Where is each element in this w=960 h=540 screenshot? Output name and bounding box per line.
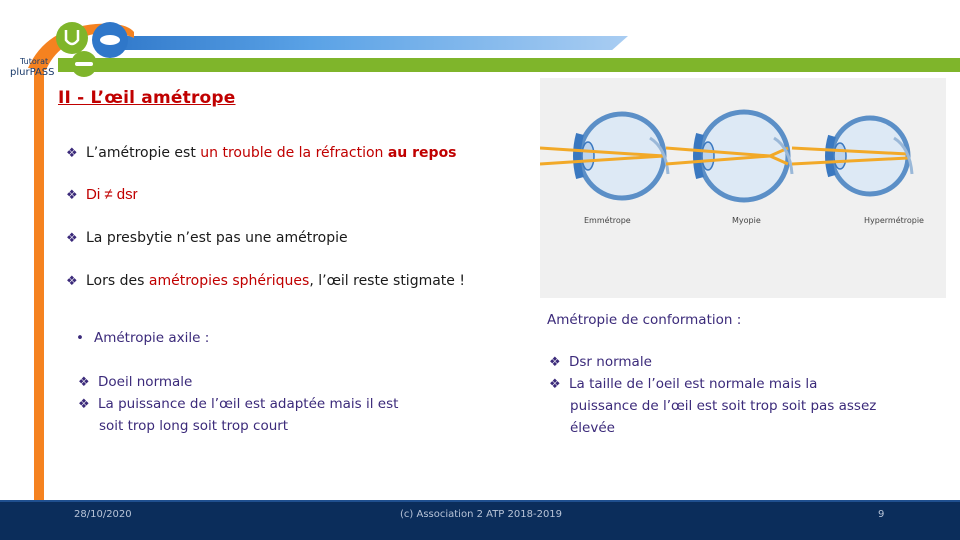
axile-item-2-cont: soit trop long soit trop court (99, 418, 289, 434)
logo-text-2: plurPASS (10, 67, 55, 78)
left-orange-bar (34, 62, 44, 504)
footer-date: 28/10/2020 (74, 509, 132, 520)
conformation-heading: Amétropie de conformation : (547, 312, 742, 328)
axile-heading: • Amétropie axile : (76, 330, 210, 346)
diamond-bullet-icon: ❖ (66, 231, 78, 246)
footer-copyright: (c) Association 2 ATP 2018-2019 (400, 509, 563, 520)
header-blue-bar (100, 36, 628, 50)
eye-emmetrope-illustration (540, 114, 668, 198)
bullet-presbytie: ❖ La presbytie n’est pas une amétropie (66, 230, 348, 246)
conformation-item-2-cont2: élevée (570, 420, 615, 436)
diamond-bullet-icon: ❖ (549, 355, 561, 370)
conformation-item-2-cont: puissance de l’œil est soit trop soit pas assez (570, 398, 877, 414)
diamond-bullet-icon: ❖ (549, 377, 561, 392)
axile-item-2: ❖ La puissance de l’œil est adaptée mais il est (78, 396, 399, 412)
eye-hypermetrope-illustration (792, 118, 912, 194)
bullet-di-dsr: ❖ Di ≠ dsr (66, 186, 138, 203)
header-green-bar (58, 58, 960, 72)
diamond-bullet-icon: ❖ (78, 375, 90, 390)
bullet-spheriques: ❖ Lors des amétropies sphériques, l’œil reste stigmate ! (66, 273, 465, 289)
label-emmetrope: Emmétrope (584, 216, 631, 225)
conformation-item-1: ❖ Dsr normale (549, 354, 652, 370)
tutorat-logo (6, 18, 136, 84)
eye-myopie-illustration (666, 112, 792, 200)
conformation-item-2: ❖ La taille de l’oeil est normale mais la (549, 376, 818, 392)
diamond-bullet-icon: ❖ (66, 274, 78, 289)
diamond-bullet-icon: ❖ (78, 397, 90, 412)
label-myopie: Myopie (732, 216, 761, 225)
diamond-bullet-icon: ❖ (66, 146, 78, 161)
dot-bullet-icon: • (76, 330, 84, 346)
bullet-ametropie-definition: ❖ L’amétropie est un trouble de la réfraction au repos (66, 145, 457, 161)
slide-title: II - L’œil amétrope (58, 88, 236, 108)
axile-item-1: ❖ Doeil normale (78, 374, 193, 390)
label-hypermetropie: Hypermétropie (864, 216, 924, 225)
diamond-bullet-icon: ❖ (66, 188, 78, 203)
footer-page-number: 9 (878, 509, 885, 520)
logo-text-1: Tutorat (20, 57, 49, 66)
eye-diagram (540, 78, 946, 298)
footer-bar (0, 502, 960, 540)
